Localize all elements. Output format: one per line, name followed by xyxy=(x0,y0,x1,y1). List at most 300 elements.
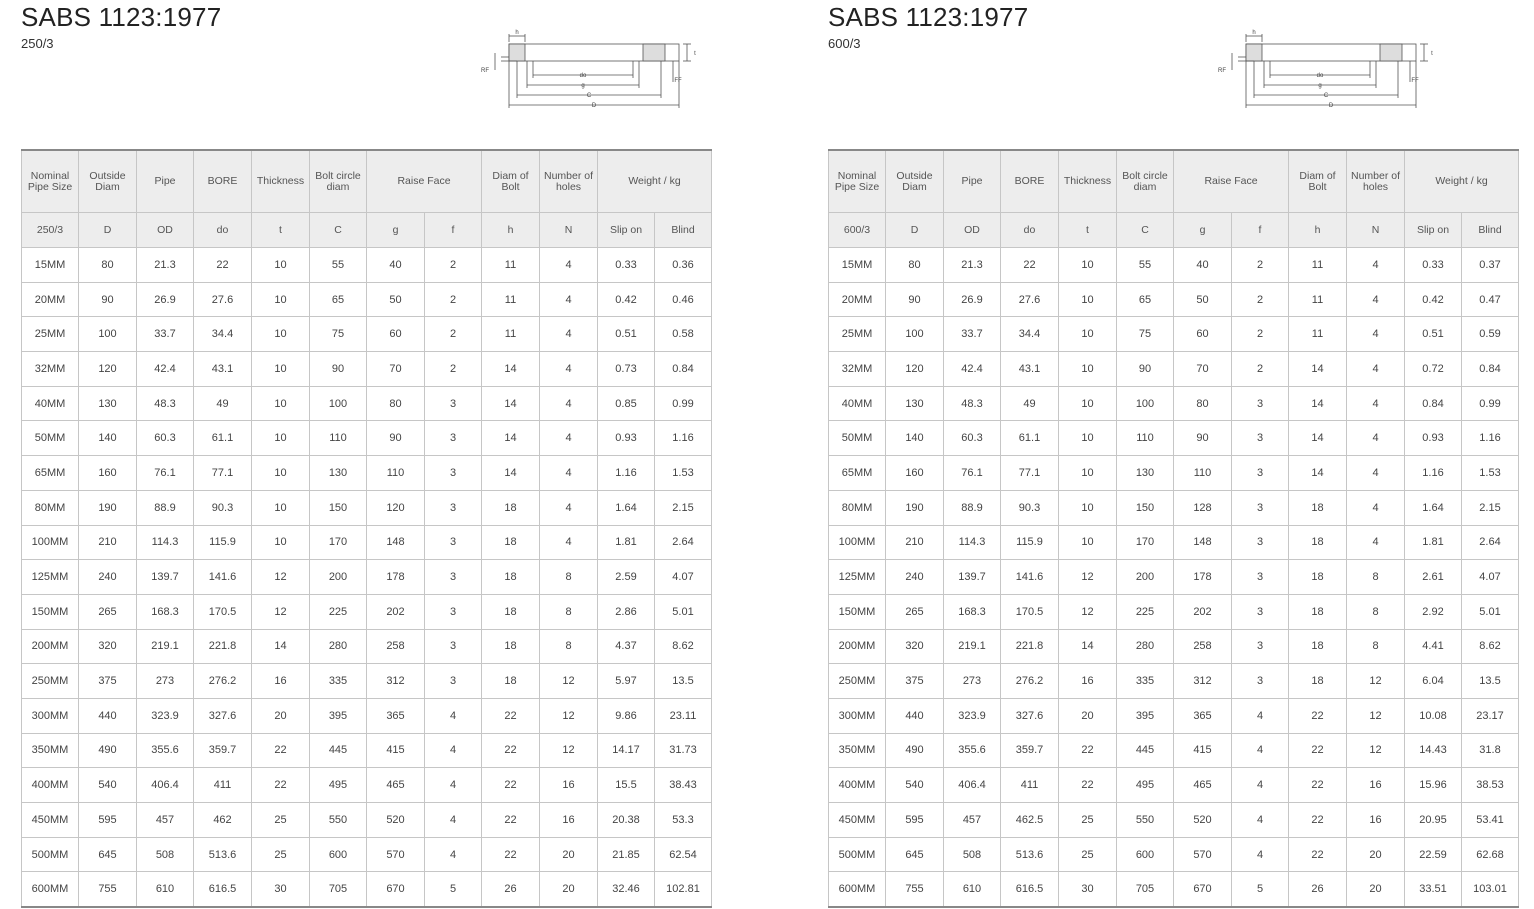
cell-do: 327.6 xyxy=(194,698,252,733)
header-number-of-holes: Number of holes xyxy=(1347,150,1405,213)
cell-blind: 4.07 xyxy=(1462,560,1519,595)
cell-do: 141.6 xyxy=(194,560,252,595)
cell-f: 3 xyxy=(425,456,482,491)
cell-slip: 0.84 xyxy=(1405,386,1462,421)
cell-f: 4 xyxy=(425,803,482,838)
cell-ns: 300MM xyxy=(829,698,886,733)
cell-n: 4 xyxy=(1347,248,1405,283)
cell-g: 70 xyxy=(367,352,425,387)
header-bore: BORE xyxy=(194,150,252,213)
cell-slip: 0.42 xyxy=(598,282,655,317)
table-row xyxy=(829,629,1519,664)
cell-t: 10 xyxy=(1059,421,1117,456)
cell-h: 14 xyxy=(1289,456,1347,491)
cell-f: 3 xyxy=(425,386,482,421)
cell-f: 2 xyxy=(1232,352,1289,387)
cell-slip: 22.59 xyxy=(1405,837,1462,872)
symbol-cell: f xyxy=(1232,213,1289,248)
symbol-cell: g xyxy=(1174,213,1232,248)
cell-ns: 200MM xyxy=(22,629,79,664)
cell-slip: 2.86 xyxy=(598,594,655,629)
cell-n: 4 xyxy=(540,525,598,560)
cell-g: 202 xyxy=(1174,594,1232,629)
cell-g: 90 xyxy=(367,421,425,456)
cell-blind: 23.11 xyxy=(655,698,712,733)
cell-g: 148 xyxy=(1174,525,1232,560)
cell-blind: 103.01 xyxy=(1462,872,1519,907)
cell-d: 160 xyxy=(886,456,944,491)
cell-c: 335 xyxy=(310,664,367,699)
cell-n: 4 xyxy=(1347,282,1405,317)
cell-slip: 32.46 xyxy=(598,872,655,907)
cell-h: 18 xyxy=(1289,490,1347,525)
cell-blind: 53.3 xyxy=(655,803,712,838)
drawing-label-rf: RF xyxy=(1218,68,1226,74)
cell-blind: 2.15 xyxy=(1462,490,1519,525)
table-row xyxy=(829,803,1519,838)
cell-c: 600 xyxy=(1117,837,1174,872)
cell-do: 22 xyxy=(1001,248,1059,283)
symbol-cell: OD xyxy=(944,213,1001,248)
cell-blind: 0.47 xyxy=(1462,282,1519,317)
cell-g: 60 xyxy=(1174,317,1232,352)
table-row xyxy=(22,456,712,491)
cell-ns: 15MM xyxy=(829,248,886,283)
cell-do: 276.2 xyxy=(1001,664,1059,699)
cell-t: 10 xyxy=(1059,386,1117,421)
cell-od: 76.1 xyxy=(137,456,194,491)
cell-t: 10 xyxy=(1059,248,1117,283)
cell-slip: 9.86 xyxy=(598,698,655,733)
cell-t: 14 xyxy=(252,629,310,664)
cell-c: 90 xyxy=(310,352,367,387)
cell-do: 61.1 xyxy=(194,421,252,456)
cell-t: 10 xyxy=(252,525,310,560)
cell-d: 100 xyxy=(79,317,137,352)
cell-ns: 250MM xyxy=(829,664,886,699)
cell-n: 4 xyxy=(1347,421,1405,456)
header-outside-diam: Outside Diam xyxy=(79,150,137,213)
table-row xyxy=(22,837,712,872)
cell-slip: 1.81 xyxy=(598,525,655,560)
symbol-cell: 250/3 xyxy=(22,213,79,248)
cell-h: 11 xyxy=(482,248,540,283)
symbol-cell: h xyxy=(1289,213,1347,248)
cell-c: 280 xyxy=(310,629,367,664)
cell-d: 130 xyxy=(886,386,944,421)
cell-d: 140 xyxy=(79,421,137,456)
cell-d: 540 xyxy=(886,768,944,803)
cell-g: 520 xyxy=(367,803,425,838)
header-outside-diam: Outside Diam xyxy=(886,150,944,213)
cell-g: 80 xyxy=(1174,386,1232,421)
symbol-cell: N xyxy=(1347,213,1405,248)
cell-n: 8 xyxy=(540,629,598,664)
table-row xyxy=(22,352,712,387)
cell-n: 16 xyxy=(540,803,598,838)
cell-g: 110 xyxy=(367,456,425,491)
cell-n: 8 xyxy=(1347,629,1405,664)
cell-h: 18 xyxy=(1289,664,1347,699)
cell-blind: 0.37 xyxy=(1462,248,1519,283)
cell-f: 3 xyxy=(425,490,482,525)
cell-slip: 1.16 xyxy=(598,456,655,491)
cell-slip: 0.42 xyxy=(1405,282,1462,317)
cell-c: 55 xyxy=(1117,248,1174,283)
cell-f: 2 xyxy=(1232,248,1289,283)
header-nominal-pipe-size: Nominal Pipe Size xyxy=(22,150,79,213)
header-diam-of-bolt: Diam of Bolt xyxy=(482,150,540,213)
cell-c: 130 xyxy=(310,456,367,491)
cell-blind: 23.17 xyxy=(1462,698,1519,733)
cell-slip: 33.51 xyxy=(1405,872,1462,907)
cell-c: 150 xyxy=(310,490,367,525)
cell-f: 5 xyxy=(1232,872,1289,907)
cell-c: 170 xyxy=(1117,525,1174,560)
cell-do: 49 xyxy=(194,386,252,421)
cell-c: 280 xyxy=(1117,629,1174,664)
cell-d: 645 xyxy=(886,837,944,872)
cell-g: 670 xyxy=(1174,872,1232,907)
cell-c: 705 xyxy=(1117,872,1174,907)
cell-c: 100 xyxy=(310,386,367,421)
table-row xyxy=(22,560,712,595)
cell-od: 406.4 xyxy=(944,768,1001,803)
cell-do: 34.4 xyxy=(194,317,252,352)
cell-do: 90.3 xyxy=(194,490,252,525)
flange-drawing xyxy=(1210,26,1450,116)
cell-c: 65 xyxy=(1117,282,1174,317)
symbol-cell: C xyxy=(310,213,367,248)
cell-do: 115.9 xyxy=(1001,525,1059,560)
cell-do: 359.7 xyxy=(1001,733,1059,768)
spec-table xyxy=(21,149,712,908)
cell-n: 4 xyxy=(540,490,598,525)
cell-t: 10 xyxy=(252,282,310,317)
cell-d: 190 xyxy=(79,490,137,525)
symbol-cell: 600/3 xyxy=(829,213,886,248)
symbol-cell: C xyxy=(1117,213,1174,248)
cell-do: 170.5 xyxy=(1001,594,1059,629)
cell-t: 22 xyxy=(1059,733,1117,768)
cell-blind: 0.59 xyxy=(1462,317,1519,352)
cell-t: 10 xyxy=(252,456,310,491)
cell-t: 10 xyxy=(252,248,310,283)
cell-n: 4 xyxy=(540,282,598,317)
panel-600-3 xyxy=(828,0,1528,909)
cell-g: 50 xyxy=(367,282,425,317)
cell-od: 168.3 xyxy=(137,594,194,629)
cell-od: 508 xyxy=(944,837,1001,872)
cell-blind: 2.64 xyxy=(655,525,712,560)
cell-d: 755 xyxy=(79,872,137,907)
cell-d: 440 xyxy=(79,698,137,733)
cell-od: 323.9 xyxy=(944,698,1001,733)
cell-slip: 2.61 xyxy=(1405,560,1462,595)
symbol-cell: D xyxy=(886,213,944,248)
cell-t: 10 xyxy=(1059,456,1117,491)
cell-od: 610 xyxy=(137,872,194,907)
cell-od: 355.6 xyxy=(944,733,1001,768)
table-row xyxy=(22,421,712,456)
cell-g: 465 xyxy=(1174,768,1232,803)
cell-d: 120 xyxy=(79,352,137,387)
cell-n: 4 xyxy=(1347,525,1405,560)
cell-blind: 0.46 xyxy=(655,282,712,317)
cell-h: 14 xyxy=(482,456,540,491)
cell-n: 12 xyxy=(1347,733,1405,768)
cell-h: 26 xyxy=(482,872,540,907)
cell-slip: 15.5 xyxy=(598,768,655,803)
cell-n: 4 xyxy=(540,317,598,352)
cell-c: 200 xyxy=(310,560,367,595)
cell-t: 10 xyxy=(252,386,310,421)
cell-c: 55 xyxy=(310,248,367,283)
cell-blind: 62.54 xyxy=(655,837,712,872)
cell-do: 43.1 xyxy=(194,352,252,387)
cell-f: 3 xyxy=(425,421,482,456)
cell-do: 141.6 xyxy=(1001,560,1059,595)
symbol-row xyxy=(829,213,1519,248)
cell-g: 570 xyxy=(367,837,425,872)
cell-slip: 1.64 xyxy=(598,490,655,525)
header-bolt-circle-diam: Bolt circle diam xyxy=(1117,150,1174,213)
cell-t: 22 xyxy=(252,768,310,803)
cell-t: 20 xyxy=(1059,698,1117,733)
cell-od: 21.3 xyxy=(944,248,1001,283)
cell-d: 265 xyxy=(886,594,944,629)
cell-ns: 100MM xyxy=(22,525,79,560)
table-row xyxy=(22,248,712,283)
cell-n: 4 xyxy=(1347,456,1405,491)
cell-d: 240 xyxy=(886,560,944,595)
cell-ns: 200MM xyxy=(829,629,886,664)
cell-f: 3 xyxy=(425,594,482,629)
cell-ns: 40MM xyxy=(829,386,886,421)
cell-do: 616.5 xyxy=(1001,872,1059,907)
cell-h: 18 xyxy=(1289,525,1347,560)
cell-do: 411 xyxy=(194,768,252,803)
cell-od: 88.9 xyxy=(944,490,1001,525)
cell-f: 2 xyxy=(425,248,482,283)
cell-ns: 25MM xyxy=(829,317,886,352)
table-row xyxy=(829,698,1519,733)
page-subtitle: 600/3 xyxy=(828,36,861,51)
flange-section-svg xyxy=(473,26,713,116)
cell-ns: 80MM xyxy=(22,490,79,525)
cell-blind: 13.5 xyxy=(1462,664,1519,699)
cell-ns: 450MM xyxy=(829,803,886,838)
cell-blind: 13.5 xyxy=(655,664,712,699)
cell-od: 33.7 xyxy=(944,317,1001,352)
cell-f: 4 xyxy=(1232,733,1289,768)
cell-do: 170.5 xyxy=(194,594,252,629)
cell-slip: 0.72 xyxy=(1405,352,1462,387)
cell-t: 10 xyxy=(252,352,310,387)
cell-t: 25 xyxy=(1059,803,1117,838)
cell-t: 12 xyxy=(1059,560,1117,595)
cell-slip: 0.85 xyxy=(598,386,655,421)
cell-f: 3 xyxy=(425,560,482,595)
cell-g: 415 xyxy=(367,733,425,768)
cell-ns: 50MM xyxy=(829,421,886,456)
cell-d: 130 xyxy=(79,386,137,421)
cell-do: 221.8 xyxy=(1001,629,1059,664)
cell-d: 90 xyxy=(886,282,944,317)
cell-od: 42.4 xyxy=(137,352,194,387)
cell-blind: 62.68 xyxy=(1462,837,1519,872)
table-row xyxy=(829,456,1519,491)
cell-c: 130 xyxy=(1117,456,1174,491)
cell-g: 178 xyxy=(367,560,425,595)
cell-h: 14 xyxy=(1289,421,1347,456)
cell-t: 30 xyxy=(252,872,310,907)
cell-t: 10 xyxy=(1059,525,1117,560)
cell-ns: 500MM xyxy=(22,837,79,872)
cell-od: 48.3 xyxy=(944,386,1001,421)
cell-d: 375 xyxy=(79,664,137,699)
cell-n: 8 xyxy=(1347,560,1405,595)
cell-ns: 400MM xyxy=(22,768,79,803)
cell-n: 4 xyxy=(540,456,598,491)
cell-od: 139.7 xyxy=(944,560,1001,595)
table-row xyxy=(22,282,712,317)
cell-do: 27.6 xyxy=(194,282,252,317)
cell-d: 320 xyxy=(79,629,137,664)
cell-t: 16 xyxy=(1059,664,1117,699)
cell-blind: 0.36 xyxy=(655,248,712,283)
cell-ns: 125MM xyxy=(829,560,886,595)
table-row xyxy=(829,490,1519,525)
header-raise-face: Raise Face xyxy=(367,150,482,213)
cell-d: 160 xyxy=(79,456,137,491)
table-row xyxy=(829,837,1519,872)
drawing-label-t: t xyxy=(694,51,696,57)
cell-g: 120 xyxy=(367,490,425,525)
cell-c: 495 xyxy=(1117,768,1174,803)
cell-f: 4 xyxy=(425,698,482,733)
header-thickness: Thickness xyxy=(252,150,310,213)
header-bore: BORE xyxy=(1001,150,1059,213)
header-raise-face: Raise Face xyxy=(1174,150,1289,213)
symbol-row xyxy=(22,213,712,248)
table-row xyxy=(829,317,1519,352)
cell-do: 34.4 xyxy=(1001,317,1059,352)
cell-t: 22 xyxy=(252,733,310,768)
cell-d: 140 xyxy=(886,421,944,456)
cell-blind: 8.62 xyxy=(655,629,712,664)
cell-d: 80 xyxy=(79,248,137,283)
cell-blind: 1.53 xyxy=(1462,456,1519,491)
cell-do: 327.6 xyxy=(1001,698,1059,733)
table-row xyxy=(829,594,1519,629)
cell-c: 170 xyxy=(310,525,367,560)
cell-do: 616.5 xyxy=(194,872,252,907)
drawing-label-g: g xyxy=(1318,83,1322,89)
cell-g: 60 xyxy=(367,317,425,352)
cell-d: 540 xyxy=(79,768,137,803)
cell-d: 210 xyxy=(79,525,137,560)
table-row xyxy=(829,248,1519,283)
cell-ns: 250MM xyxy=(22,664,79,699)
drawing-label-c: C xyxy=(586,93,592,99)
cell-od: 21.3 xyxy=(137,248,194,283)
table-row xyxy=(22,803,712,838)
header-row xyxy=(22,150,712,213)
table-row xyxy=(22,525,712,560)
table-row xyxy=(829,768,1519,803)
cell-c: 75 xyxy=(1117,317,1174,352)
cell-t: 12 xyxy=(252,594,310,629)
cell-n: 8 xyxy=(540,594,598,629)
drawing-label-do: do xyxy=(579,73,587,79)
table-row xyxy=(22,768,712,803)
cell-do: 359.7 xyxy=(194,733,252,768)
cell-h: 22 xyxy=(482,733,540,768)
cell-od: 42.4 xyxy=(944,352,1001,387)
cell-od: 323.9 xyxy=(137,698,194,733)
cell-c: 110 xyxy=(1117,421,1174,456)
cell-g: 415 xyxy=(1174,733,1232,768)
cell-h: 18 xyxy=(1289,560,1347,595)
cell-slip: 1.16 xyxy=(1405,456,1462,491)
cell-f: 2 xyxy=(1232,317,1289,352)
symbol-cell: Blind xyxy=(1462,213,1519,248)
cell-d: 595 xyxy=(886,803,944,838)
cell-ns: 600MM xyxy=(22,872,79,907)
cell-g: 570 xyxy=(1174,837,1232,872)
cell-h: 18 xyxy=(482,664,540,699)
cell-blind: 2.64 xyxy=(1462,525,1519,560)
panel-250-3 xyxy=(21,0,721,909)
cell-g: 258 xyxy=(367,629,425,664)
cell-slip: 20.38 xyxy=(598,803,655,838)
cell-d: 375 xyxy=(886,664,944,699)
cell-n: 12 xyxy=(1347,664,1405,699)
cell-h: 14 xyxy=(482,421,540,456)
cell-c: 100 xyxy=(1117,386,1174,421)
table-row xyxy=(22,317,712,352)
cell-g: 202 xyxy=(367,594,425,629)
cell-od: 219.1 xyxy=(137,629,194,664)
symbol-cell: f xyxy=(425,213,482,248)
cell-g: 148 xyxy=(367,525,425,560)
cell-n: 16 xyxy=(540,768,598,803)
cell-g: 80 xyxy=(367,386,425,421)
table-row xyxy=(829,421,1519,456)
cell-f: 4 xyxy=(1232,768,1289,803)
cell-g: 110 xyxy=(1174,456,1232,491)
cell-h: 22 xyxy=(1289,768,1347,803)
symbol-cell: t xyxy=(1059,213,1117,248)
cell-blind: 1.16 xyxy=(655,421,712,456)
cell-slip: 4.41 xyxy=(1405,629,1462,664)
cell-t: 12 xyxy=(1059,594,1117,629)
cell-t: 10 xyxy=(1059,317,1117,352)
cell-slip: 2.59 xyxy=(598,560,655,595)
cell-d: 265 xyxy=(79,594,137,629)
cell-slip: 2.92 xyxy=(1405,594,1462,629)
drawing-label-g: g xyxy=(581,83,585,89)
cell-f: 5 xyxy=(425,872,482,907)
cell-h: 22 xyxy=(482,698,540,733)
cell-d: 190 xyxy=(886,490,944,525)
cell-od: 33.7 xyxy=(137,317,194,352)
table-row xyxy=(829,525,1519,560)
cell-n: 20 xyxy=(1347,837,1405,872)
cell-h: 14 xyxy=(482,352,540,387)
cell-d: 490 xyxy=(79,733,137,768)
